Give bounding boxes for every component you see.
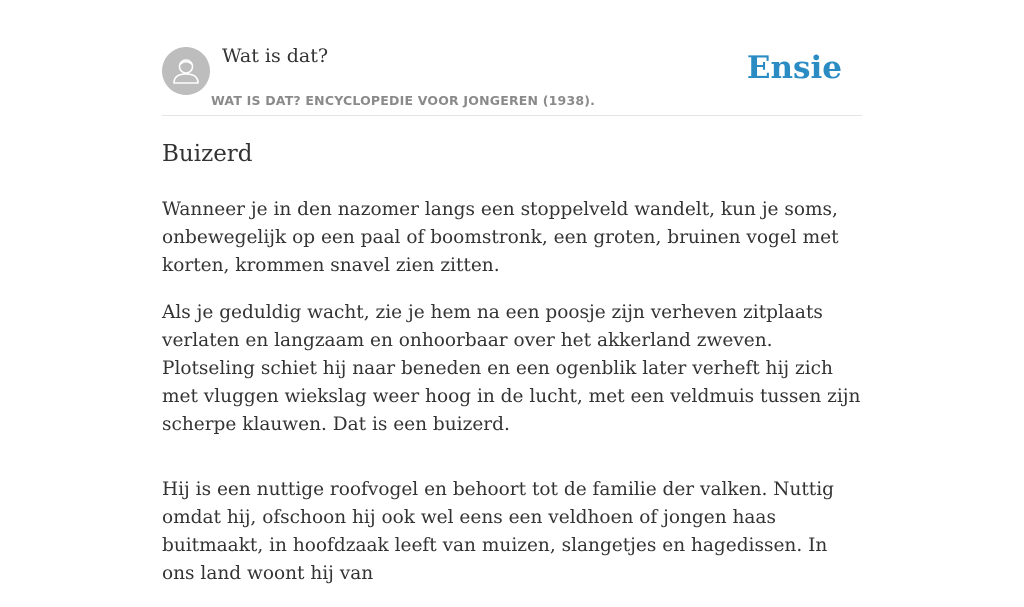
source-subtitle: WAT IS DAT? ENCYCLOPEDIE VOOR JONGEREN (1938).	[211, 93, 596, 108]
article-title: Buizerd	[162, 141, 253, 167]
article-paragraph: Hij is een nuttige roofvogel en behoort tot de familie der valken. Nuttig omdat hij, ofschoon hij ook wel eens een veldhoen of jongen haas buitmaakt, in hoofdzaak leeft van muizen, slangetjes en hagedissen. In ons land woont hij van	[162, 479, 834, 584]
brand-logo-link[interactable]: Ensie	[746, 50, 842, 86]
article-paragraph: Als je geduldig wacht, zie je hem na een poosje zijn verheven zitplaats verlaten en langzaam en onhoorbaar over het akkerland zweven. Plotseling schiet hij naar beneden en een ogenblik later verheft hij zich met vluggen wiekslag weer hoog in de lucht, met een veldmuis tussen zijn scherpe klauwen. Dat is een buizerd.	[162, 302, 861, 435]
source-title-link[interactable]: Wat is dat?	[222, 45, 329, 67]
article-paragraph: Wanneer je in den nazomer langs een stoppelveld wandelt, kun je soms, onbewegelijk op een paal of boomstronk, een groten, bruinen vogel met korten, krommen snavel zien zitten.	[162, 199, 839, 276]
user-avatar-icon[interactable]	[162, 47, 210, 95]
article	[162, 138, 862, 607]
source-header	[162, 0, 862, 116]
